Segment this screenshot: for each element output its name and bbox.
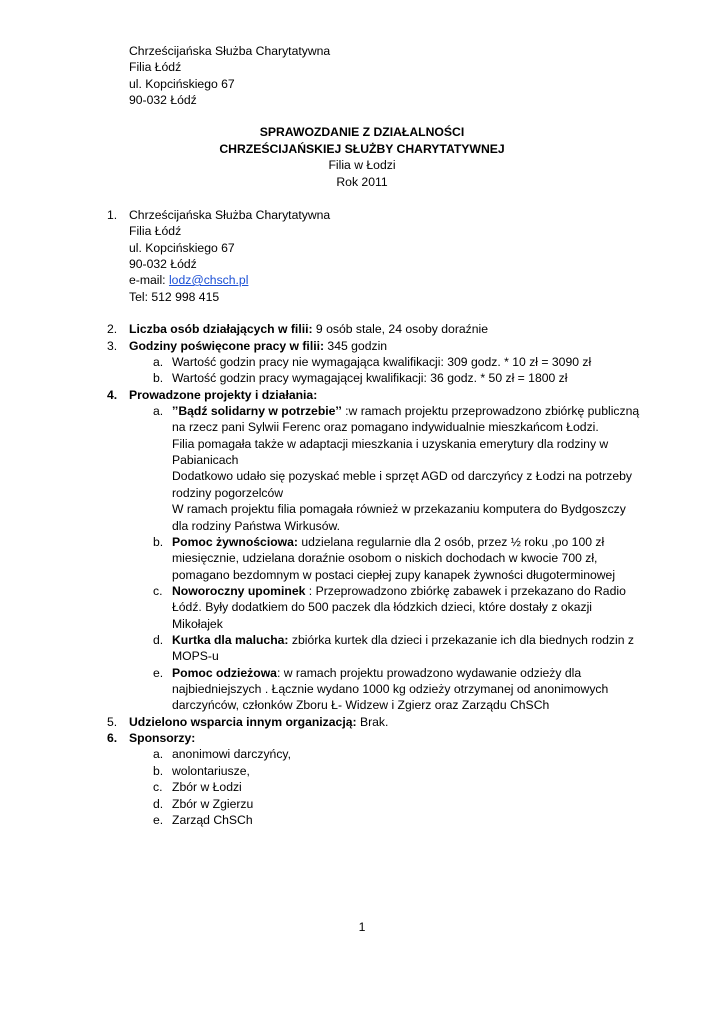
subitem-text: na rzecz pani Sylwii Ferenc oraz pomagano indywidualnie mieszkańcom Łodzi. xyxy=(172,420,599,434)
subitem-text: W ramach projektu filia pomagała również w przekazaniu komputera do Bydgoszczy xyxy=(172,502,626,516)
sponsor-letter: c. xyxy=(153,780,163,794)
subitem-label: Kurtka dla malucha: xyxy=(172,633,289,647)
section-value: Brak. xyxy=(356,715,389,729)
subitem-text xyxy=(172,403,639,419)
section-label: Udzielono wsparcia innym organizacją: xyxy=(129,715,357,729)
sponsor-item: anonimowi darczyńcy, xyxy=(172,747,291,761)
subitem-label: Pomoc odzieżowa xyxy=(172,666,277,680)
section-number: 6. xyxy=(107,731,118,745)
sender-line: ul. Kopcińskiego 67 xyxy=(129,77,235,91)
subitem-text: najbiedniejszych . Łącznie wydano 1000 kg odzieży otrzymanej od anonimowych xyxy=(172,682,609,696)
section-label: Liczba osób działających w filii: xyxy=(129,322,313,336)
sponsor-item: Zarząd ChSCh xyxy=(172,813,253,827)
sponsor-letter: b. xyxy=(153,764,164,778)
contact-line: ul. Kopcińskiego 67 xyxy=(129,241,235,255)
title-line: CHRZEŚCIJAŃSKIEJ SŁUŻBY CHARYTATYWNEJ xyxy=(219,142,505,156)
phone-line: Tel: 512 998 415 xyxy=(129,290,220,304)
sponsor-letter: a. xyxy=(153,747,164,761)
subitem-letter: b. xyxy=(153,535,164,549)
section-label: Sponsorzy: xyxy=(129,731,196,745)
section-text xyxy=(129,338,387,354)
section-label: Prowadzone projekty i działania: xyxy=(129,388,318,402)
title-line: Filia w Łodzi xyxy=(328,158,396,172)
subitem-label: ’’Bądź solidarny w potrzebie’’ xyxy=(172,404,342,418)
title-line: SPRAWOZDANIE Z DZIAŁALNOŚCI xyxy=(259,125,465,139)
subitem-text xyxy=(172,583,626,599)
subitem-text: rodziny pogorzelców xyxy=(172,486,284,500)
subitem-value: udzielana regularnie dla 2 osób, przez ½ roku ,po 100 zł xyxy=(297,535,605,549)
subitem-text: dla rodziny Państwa Wirkusów. xyxy=(172,519,340,533)
page-number: 1 xyxy=(358,920,366,934)
email-link[interactable]: lodz@chsch.pl xyxy=(168,273,249,287)
subitem-text xyxy=(172,534,604,550)
subitem-text xyxy=(172,632,634,648)
sender-line: Chrześcijańska Służba Charytatywna xyxy=(129,44,331,58)
sender-line: Filia Łódź xyxy=(129,60,182,74)
subitem-text: Łódź. Były dodatkiem do 500 paczek dla łódzkich dzieci, które dostały z okazji xyxy=(172,600,593,614)
section-label: Godziny poświęcone pracy w filii: xyxy=(129,339,325,353)
subitem-text: Wartość godzin pracy wymagającej kwalifikacji: 36 godz. * 50 zł = 1800 zł xyxy=(172,371,568,385)
subitem-letter: c. xyxy=(153,584,163,598)
section-number: 4. xyxy=(107,388,118,402)
section-number: 3. xyxy=(107,339,118,353)
subitem-text: pomagano bezdomnym w postaci ciepłej zupy kanapek żywności długoterminowej xyxy=(172,568,616,582)
email-line xyxy=(129,272,248,288)
section-number: 5. xyxy=(107,715,118,729)
subitem-value: : w ramach projektu prowadzono wydawanie odzieży dla xyxy=(276,666,582,680)
subitem-value: : Przeprowadzono zbiórkę zabawek i przekazano do Radio xyxy=(305,584,626,598)
section-number: 1. xyxy=(107,208,118,222)
subitem-value: zbiórka kurtek dla dzieci i przekazanie ich dla biednych rodzin z xyxy=(288,633,634,647)
subitem-letter: b. xyxy=(153,371,164,385)
subitem-label: Noworoczny upominek xyxy=(172,584,306,598)
subitem-text xyxy=(172,665,581,681)
sponsor-item: Zbór w Zgierzu xyxy=(172,797,254,811)
subitem-value: :w ramach projektu przeprowadzono zbiórkę publiczną xyxy=(341,404,640,418)
subitem-letter: d. xyxy=(153,633,164,647)
sponsor-item: Zbór w Łodzi xyxy=(172,780,242,794)
subitem-text: Mikołajek xyxy=(172,617,223,631)
subitem-text: Wartość godzin pracy nie wymagająca kwalifikacji: 309 godz. * 10 zł = 3090 zł xyxy=(172,355,592,369)
subitem-letter: e. xyxy=(153,666,164,680)
section-value: 9 osób stale, 24 osoby doraźnie xyxy=(312,322,489,336)
section-value: 345 godzin xyxy=(324,339,388,353)
sponsor-letter: e. xyxy=(153,813,164,827)
sponsor-item: wolontariusze, xyxy=(172,764,250,778)
contact-line: Filia Łódź xyxy=(129,224,182,238)
subitem-text: MOPS-u xyxy=(172,649,219,663)
sponsor-letter: d. xyxy=(153,797,164,811)
subitem-text: darczyńców, członków Zboru Ł- Widzew i Zgierz oraz Zarządu ChSCh xyxy=(172,698,550,712)
section-text xyxy=(129,714,388,730)
subitem-text: Dodatkowo udało się pozyskać meble i sprzęt AGD od darczyńcy z Łodzi na potrzeby xyxy=(172,469,632,483)
subitem-text: Filia pomagała także w adaptacji mieszkania i uzyskania emerytury dla rodziny w xyxy=(172,437,609,451)
subitem-text: miesięcznie, udzielana doraźnie osobom o niskich dochodach w kwocie 700 zł, xyxy=(172,551,598,565)
email-label: e-mail: xyxy=(129,273,169,287)
title-line: Rok 2011 xyxy=(336,175,388,189)
section-number: 2. xyxy=(107,322,118,336)
section-text xyxy=(129,321,488,337)
sender-line: 90-032 Łódź xyxy=(129,93,197,107)
contact-line: Chrześcijańska Służba Charytatywna xyxy=(129,208,331,222)
subitem-label: Pomoc żywnościowa: xyxy=(172,535,298,549)
subitem-letter: a. xyxy=(153,404,164,418)
subitem-letter: a. xyxy=(153,355,164,369)
subitem-text: Pabianicach xyxy=(172,453,239,467)
contact-line: 90-032 Łódź xyxy=(129,257,197,271)
